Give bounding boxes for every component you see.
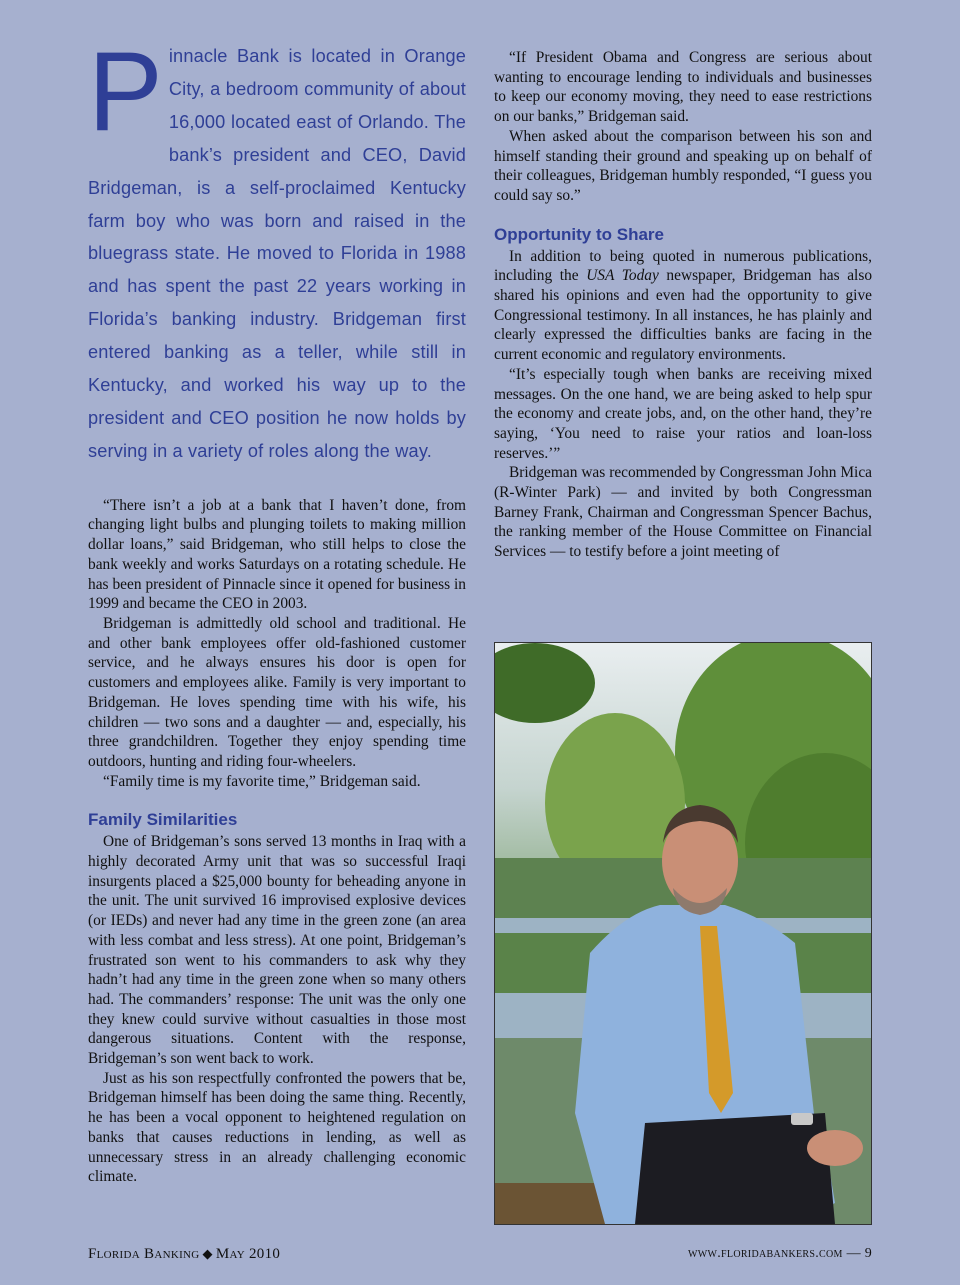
- body-paragraph: Bridgeman was recommended by Congressman John Mica (R-Winter Park) — and invited by both Congressman Barney Frank, Chairman and Congressman Spencer Bachus, the ranking member of the House Committee on Financial Services — to testify before a joint meeting of: [494, 464, 872, 561]
- subhead-family-similarities: Family Similarities: [88, 810, 238, 830]
- footer-publication: [88, 1246, 280, 1263]
- body-paragraph: Just as his son respectfully confronted the powers that be, Bridgeman himself has been doing the same thing. Recently, he has been a vocal opponent to heightened regulation on banks that causes reductions in lending, as well as unnecessary stress in an already challenging economic climate.: [88, 1069, 466, 1186]
- body-paragraph: “There isn’t a job at a bank that I haven’t done, from changing light bulbs and plunging toilets to making million dollar loans,” said Bridgeman, who still helps to close the bank weekly and works Saturdays on a rotating schedule. He has been president of Pinnacle since it opened for business in 1999 and became the CEO in 2003.: [88, 496, 466, 613]
- issue-date: May 2010: [215, 1246, 281, 1262]
- right-column: [494, 48, 872, 562]
- body-paragraph: “Family time is my favorite time,” Bridgeman said.: [103, 772, 421, 790]
- lede-paragraph: [88, 29, 466, 468]
- text-run: newspaper, Bridgeman has also shared his opinions and even had the opportunity to give Congressional testimony. In all instances, he has plainly and clearly expressed the difficulties banks are facing in the current economic and regulatory environments.: [494, 267, 873, 364]
- body-paragraph: “If President Obama and Congress are serious about wanting to encourage lending to individuals and businesses to keep our economy moving, they need to ease restrictions on our banks,” Bridgeman said.: [494, 49, 872, 126]
- lede-text: innacle Bank is located in Orange City, a bedroom community of about 16,000 located east of Orlando. The bank’s president and CEO, David Bridgeman, is a self-proclaimed Kentucky farm boy who was born and raised in the bluegrass state. He moved to Florida in 1988 and has spent the past 22 years working in Florida’s banking industry. Bridgeman first entered banking as a teller, while still in Kentucky, and worked his way up to the president and CEO position he now holds by serving in a variety of roles along the way.: [88, 46, 466, 461]
- photo-illustration: [495, 643, 871, 1224]
- left-column: [88, 29, 466, 1187]
- footer-website: [688, 1246, 872, 1262]
- publication-title: USA Today: [586, 267, 659, 285]
- body-paragraph: “It’s especially tough when banks are receiving mixed messages. On the one hand, we are being asked to help spur the economy and create jobs, and, on the other hand, they’re saying, ‘You need to raise your ratios and loan-loss reserves.’”: [494, 365, 872, 462]
- body-paragraph: [494, 247, 872, 365]
- text-run: In addition to being quoted in numerous publications, including the: [494, 247, 872, 285]
- website-url: www.floridabankers.com: [688, 1246, 843, 1261]
- tree-foliage: [495, 643, 595, 723]
- body-paragraph: One of Bridgeman’s sons served 13 months in Iraq with a highly decorated Army unit that was so successful Iraqi insurgents placed a $25,000 bounty for beheading anyone in the unit. The unit survived 16 improvised explosive devices (or IEDs) and never had any time in the green zone (an area with less combat and less stress). At one point, Bridgeman’s frustrated son went to his commanders to ask why they hadn’t had any time in the green zone when so many others had. The commanders’ response: The unit was the only one they knew could survive without casualties in those most dangerous situations. Content with the response, Bridgeman’s son went back to work.: [88, 833, 466, 1068]
- dark-trousers: [635, 1113, 835, 1224]
- body-paragraph: Bridgeman is admittedly old school and traditional. He and other bank employees offer old-fashioned customer service, and he always ensures his door is open for customers and employees alike. Family is very important to Bridgeman. He loves spending time with his wife, his children — two sons and a daughter — and, especially, his three grandchildren. Together they enjoy spending time outdoors, hunting and riding four-wheelers.: [88, 615, 466, 770]
- diamond-icon: ◆: [202, 1247, 213, 1262]
- page-number: 9: [864, 1246, 872, 1261]
- drop-cap: P: [88, 29, 163, 154]
- wristwatch: [791, 1113, 813, 1125]
- body-paragraph: When asked about the comparison between his son and himself standing their ground and speaking up on behalf of their colleagues, Bridgeman humbly responded, “I guess you could say so.”: [494, 127, 872, 204]
- portrait-photo: [494, 642, 872, 1225]
- subhead-opportunity-to-share: Opportunity to Share: [494, 224, 664, 244]
- publication-name: Florida Banking: [88, 1246, 200, 1262]
- separator: —: [846, 1246, 861, 1261]
- hand: [807, 1130, 863, 1166]
